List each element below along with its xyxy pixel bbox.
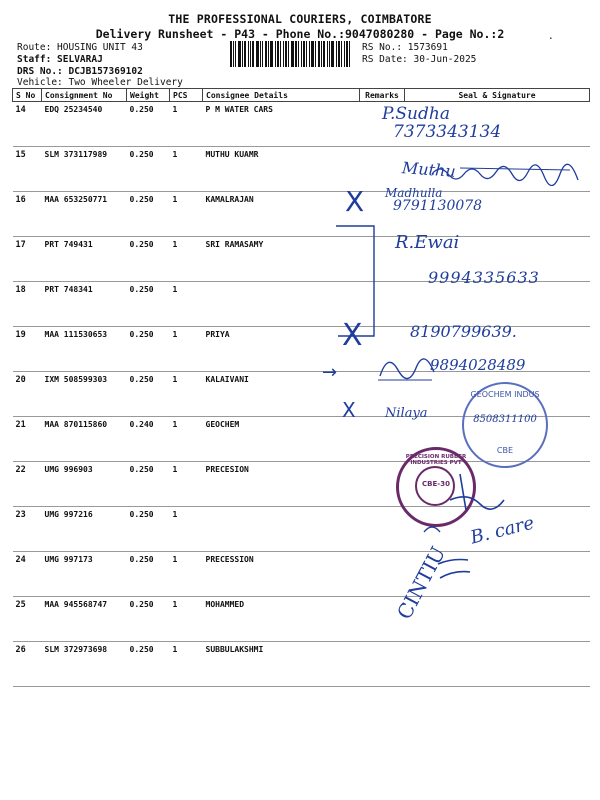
- cell-consignment: UMG 996903: [42, 462, 127, 507]
- barcode-bar: [265, 41, 267, 67]
- cell-consignment: MAA 870115860: [42, 417, 127, 462]
- geochem-stamp: GEOCHEM INDUS 8508311100 CBE: [462, 382, 548, 468]
- column-header: S No: [13, 89, 42, 102]
- signature-row-15: Muthu: [401, 158, 457, 181]
- table-row: [13, 552, 590, 597]
- cell-weight: 0.250: [127, 642, 170, 687]
- cell-sno: 26: [13, 642, 42, 687]
- column-header: Consignee Details: [203, 89, 360, 102]
- cell-pcs: 1: [170, 372, 203, 417]
- barcode-bar: [233, 41, 234, 67]
- barcode-bar: [230, 41, 232, 67]
- barcode-bar: [238, 41, 241, 67]
- cell-sno: 24: [13, 552, 42, 597]
- cross-mark-row-19: X: [342, 318, 363, 353]
- column-header: Seal & Signature: [405, 89, 590, 102]
- cell-pcs: 1: [170, 327, 203, 372]
- cell-weight: 0.240: [127, 417, 170, 462]
- cell-remarks: [360, 147, 405, 192]
- cell-sno: 17: [13, 237, 42, 282]
- precision-stamp: PRECISION RUBBER INDUSTRIES PVT CBE-30: [396, 447, 476, 527]
- cell-consignment: UMG 997216: [42, 507, 127, 552]
- staff-label: Staff: SELVARAJ: [17, 54, 103, 65]
- cell-pcs: 1: [170, 282, 203, 327]
- company-title: THE PROFESSIONAL COURIERS, COIMBATORE: [168, 12, 432, 26]
- cell-consignment: MAA 111530653: [42, 327, 127, 372]
- barcode-bar: [303, 41, 305, 67]
- barcode-bar: [252, 41, 254, 67]
- signature-row-18-phone: 9994335633: [428, 268, 540, 287]
- barcode-bar: [306, 41, 307, 67]
- route-label: Route: HOUSING UNIT 43: [17, 42, 143, 53]
- barcode-bar: [321, 41, 322, 67]
- cell-consignee: MUTHU KUAMR: [203, 147, 360, 192]
- cell-consignee: P M WATER CARS: [203, 102, 360, 147]
- barcode-bar: [346, 41, 348, 67]
- cell-consignee: GEOCHEM: [203, 417, 360, 462]
- column-header: Consignment No: [42, 89, 127, 102]
- cell-consignee: PRECESION: [203, 462, 360, 507]
- cell-consignment: UMG 997173: [42, 552, 127, 597]
- cell-consignment: PRT 749431: [42, 237, 127, 282]
- signature-row-17: R.Ewai: [395, 232, 460, 253]
- barcode-bar: [309, 41, 310, 67]
- cell-weight: 0.250: [127, 462, 170, 507]
- runsheet-subtitle: Delivery Runsheet - P43 - Phone No.:9047080280 - Page No.:2: [95, 27, 505, 41]
- barcode-bar: [298, 41, 299, 67]
- cell-weight: 0.250: [127, 192, 170, 237]
- table-row: [13, 642, 590, 687]
- cell-remarks: [360, 642, 405, 687]
- signature-row-14-name: P.Sudha: [382, 104, 450, 124]
- cell-sno: 21: [13, 417, 42, 462]
- cell-weight: 0.250: [127, 327, 170, 372]
- cell-pcs: 1: [170, 597, 203, 642]
- cell-weight: 0.250: [127, 597, 170, 642]
- cell-consignment: MAA 653250771: [42, 192, 127, 237]
- signature-row-16-name: Madhulla: [385, 186, 443, 200]
- barcode-bar: [311, 41, 314, 67]
- cell-consignee: PRIYA: [203, 327, 360, 372]
- cell-sno: 16: [13, 192, 42, 237]
- cell-sno: 20: [13, 372, 42, 417]
- column-header: Remarks: [360, 89, 405, 102]
- drs-label: DRS No.: DCJB157369102: [17, 66, 143, 77]
- cell-sno: 22: [13, 462, 42, 507]
- cell-weight: 0.250: [127, 372, 170, 417]
- cell-consignment: IXM 508599303: [42, 372, 127, 417]
- cell-sno: 18: [13, 282, 42, 327]
- cell-consignment: EDQ 25234540: [42, 102, 127, 147]
- cell-sno: 15: [13, 147, 42, 192]
- barcode-bar: [338, 41, 340, 67]
- signature-row-21: Nilaya: [385, 406, 428, 421]
- cell-sno: 19: [13, 327, 42, 372]
- barcode-bar: [315, 41, 316, 67]
- barcode-bar: [291, 41, 294, 67]
- signature-row-15-scribble: [430, 162, 580, 186]
- barcode-bar: [244, 41, 246, 67]
- barcode-bar: [285, 41, 287, 67]
- table-row: [13, 282, 590, 327]
- cell-consignment: PRT 748341: [42, 282, 127, 327]
- cell-consignee: KALAIVANI: [203, 372, 360, 417]
- cell-seal-signature: [405, 597, 590, 642]
- cell-remarks: [360, 507, 405, 552]
- cell-sno: 25: [13, 597, 42, 642]
- cell-pcs: 1: [170, 192, 203, 237]
- cell-consignee: [203, 507, 360, 552]
- barcode-bar: [318, 41, 320, 67]
- cell-pcs: 1: [170, 507, 203, 552]
- barcode-bar: [344, 41, 345, 67]
- column-header: PCS: [170, 89, 203, 102]
- barcode-bar: [277, 41, 279, 67]
- signature-row-14-phone: 7373343134: [393, 122, 502, 142]
- column-header: Weight: [127, 89, 170, 102]
- cell-pcs: 1: [170, 552, 203, 597]
- barcode-bar: [323, 41, 325, 67]
- corner-dot: .: [548, 31, 554, 42]
- signature-row-26: CINTIU: [392, 542, 451, 624]
- barcode-bar: [329, 41, 330, 67]
- arrow-mark-row-20: →: [322, 362, 338, 383]
- signature-row-16-phone: 9791130078: [393, 198, 483, 214]
- signature-row-20: 9894028489: [430, 356, 526, 374]
- cell-weight: 0.250: [127, 147, 170, 192]
- barcode-bar: [295, 41, 297, 67]
- cell-consignee: KAMALRAJAN: [203, 192, 360, 237]
- cross-mark-row-21: X: [342, 398, 356, 422]
- table-row: [13, 597, 590, 642]
- cross-mark-row-16: X: [345, 185, 365, 218]
- cell-consignee: MOHAMMED: [203, 597, 360, 642]
- table-header: [13, 89, 590, 102]
- barcode-bar: [336, 41, 337, 67]
- cell-pcs: 1: [170, 102, 203, 147]
- barcode-bar: [275, 41, 276, 67]
- cell-pcs: 1: [170, 462, 203, 507]
- cell-pcs: 1: [170, 642, 203, 687]
- cell-consignee: SUBBULAKSHMI: [203, 642, 360, 687]
- signature-row-20-scribble: [376, 350, 436, 386]
- barcode-bar: [242, 41, 243, 67]
- cell-weight: 0.250: [127, 507, 170, 552]
- cell-weight: 0.250: [127, 102, 170, 147]
- vehicle-label: Vehicle: Two Wheeler Delivery: [17, 77, 183, 88]
- cell-consignment: MAA 945568747: [42, 597, 127, 642]
- cell-sno: 23: [13, 507, 42, 552]
- cell-weight: 0.250: [127, 552, 170, 597]
- barcode-bar: [288, 41, 289, 67]
- cell-sno: 14: [13, 102, 42, 147]
- barcode-bar: [268, 41, 269, 67]
- cell-seal-signature: [405, 642, 590, 687]
- signature-row-23-scribble: [420, 470, 510, 540]
- barcode-bar: [270, 41, 273, 67]
- barcode-bar: [256, 41, 259, 67]
- barcode-bar: [283, 41, 284, 67]
- signature-row-19: 8190799639.: [410, 322, 517, 341]
- cell-weight: 0.250: [127, 282, 170, 327]
- barcode-bar: [327, 41, 328, 67]
- cell-pcs: 1: [170, 147, 203, 192]
- cell-pcs: 1: [170, 237, 203, 282]
- barcode-bar: [349, 41, 350, 67]
- cell-consignee: SRI RAMASAMY: [203, 237, 360, 282]
- barcode-bar: [250, 41, 251, 67]
- barcode-bar: [262, 41, 263, 67]
- cell-consignment: SLM 373117989: [42, 147, 127, 192]
- barcode-bar: [235, 41, 236, 67]
- cell-consignment: SLM 372973698: [42, 642, 127, 687]
- barcode-bar: [331, 41, 334, 67]
- cell-remarks: [360, 552, 405, 597]
- signature-row-24: B. care: [468, 512, 537, 549]
- cell-consignee: PRECESSION: [203, 552, 360, 597]
- table-row: [13, 192, 590, 237]
- barcode-bar: [301, 41, 302, 67]
- barcode-bar: [248, 41, 249, 67]
- cell-seal-signature: [405, 282, 590, 327]
- barcode-bar: [341, 41, 342, 67]
- rs-number: RS No.: 1573691: [362, 42, 448, 53]
- cell-pcs: 1: [170, 417, 203, 462]
- barcode: [230, 41, 358, 67]
- barcode-bar: [260, 41, 261, 67]
- cell-weight: 0.250: [127, 237, 170, 282]
- barcode-bar: [280, 41, 281, 67]
- rs-date: RS Date: 30-Jun-2025: [362, 54, 477, 65]
- table-row: [13, 102, 590, 147]
- cell-remarks: [360, 417, 405, 462]
